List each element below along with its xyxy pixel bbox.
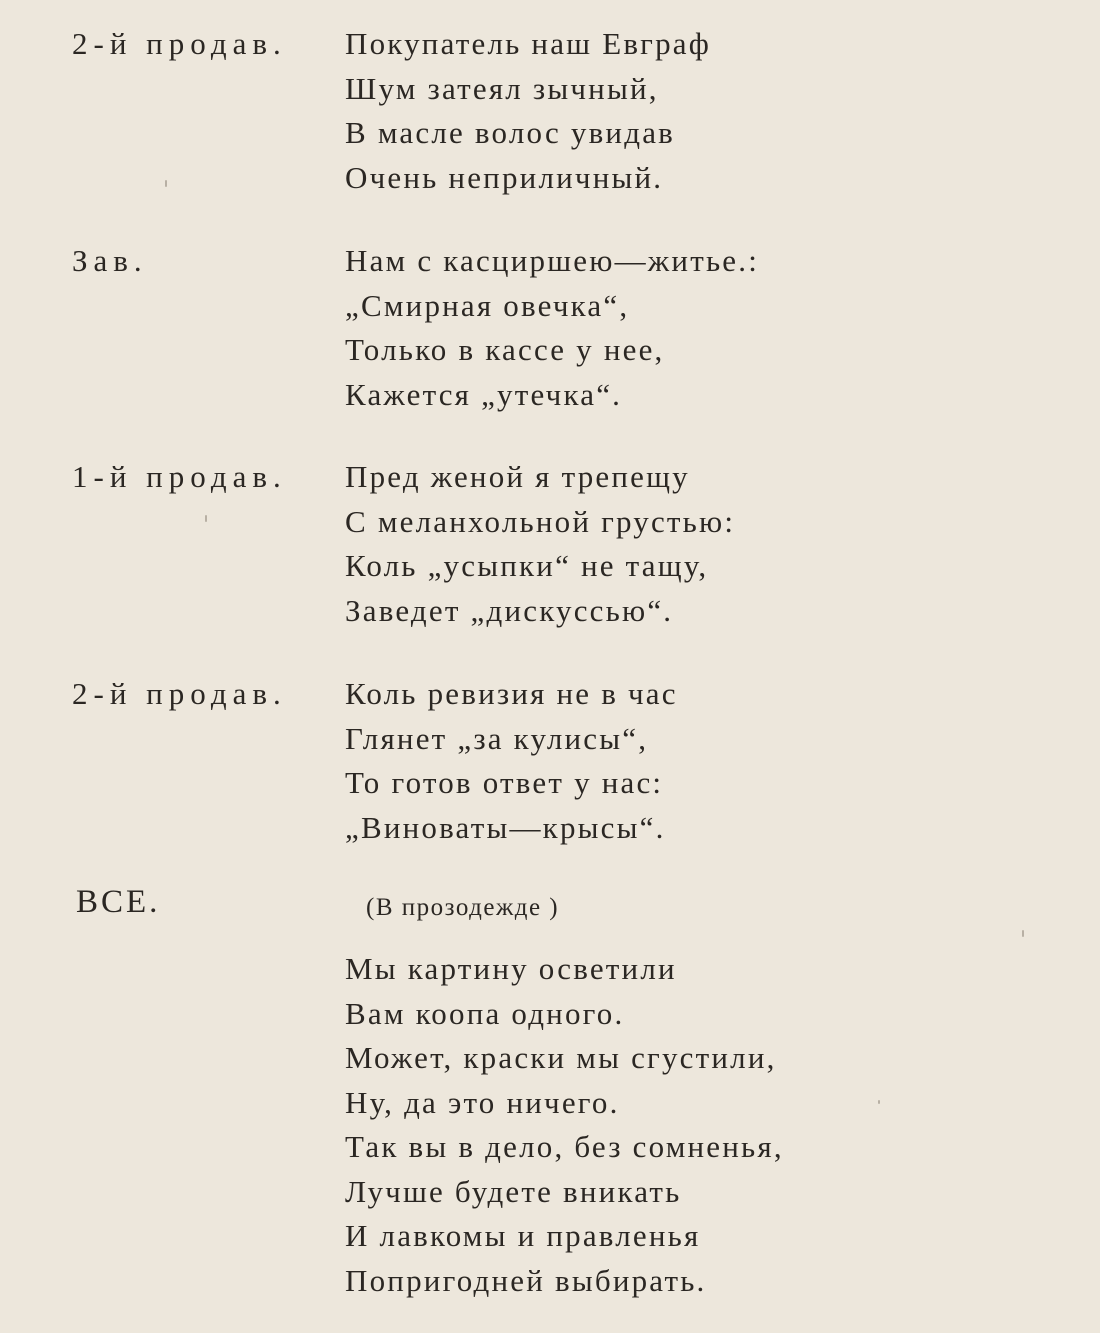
verse-line: То готов ответ у нас: [345,765,664,800]
speaker-label: 1-й продав. [72,459,287,494]
verse-line: Так вы в дело, без сомненья, [345,1129,784,1164]
verse-line: Коль ревизия не в час [345,676,678,711]
verse-line: Попригодней выбирать. [345,1262,707,1298]
stanza [345,22,711,200]
verse-line: Вам коопа одного. [345,995,625,1031]
verse-line: Шум затеял зычный, [345,70,659,106]
verse-line: Мы картину осветили [345,951,677,986]
verse-line: Ну, да это ничего. [345,1084,620,1120]
stanza [345,455,735,633]
verse-line: С меланхольной грустью: [345,503,736,539]
stage-direction: (В прозодежде ) [366,894,560,921]
verse-line: Лучше будете вникать [345,1173,682,1209]
paper-speck [878,1100,880,1104]
speaker-label-all: ВСЕ. [76,884,161,920]
verse-line: Глянет „за кулисы“, [345,720,649,756]
speaker-label: 2-й продав. [72,676,287,711]
verse-line: Заведет „дискуссью“. [345,592,674,628]
verse-line: Очень неприличный. [345,159,664,195]
speaker-label: Зав. [72,243,148,278]
verse-line: И лавкомы и правленья [345,1218,701,1253]
speaker-label: 2-й продав. [72,26,287,61]
verse-line: Нам с касциршею—житье.: [345,243,760,278]
verse-line: „Смирная овечка“, [345,287,630,323]
verse-line: Только в кассе у нее, [345,332,665,367]
verse-line: Кажется „утечка“. [345,376,623,412]
finale-stanza [345,947,784,1303]
paper-speck [165,180,167,187]
stanza [345,239,759,417]
verse-line: „Виноваты—крысы“. [345,809,666,845]
paper-speck [1022,930,1024,937]
verse-line: В масле волос увидав [345,115,675,150]
verse-line: Пред женой я трепещу [345,459,690,494]
paper-speck [205,515,207,522]
stanza [345,672,678,850]
verse-line: Коль „усыпки“ не тащу, [345,548,709,583]
verse-line: Покупатель наш Евграф [345,26,712,61]
verse-line: Может, краски мы сгустили, [345,1040,777,1075]
